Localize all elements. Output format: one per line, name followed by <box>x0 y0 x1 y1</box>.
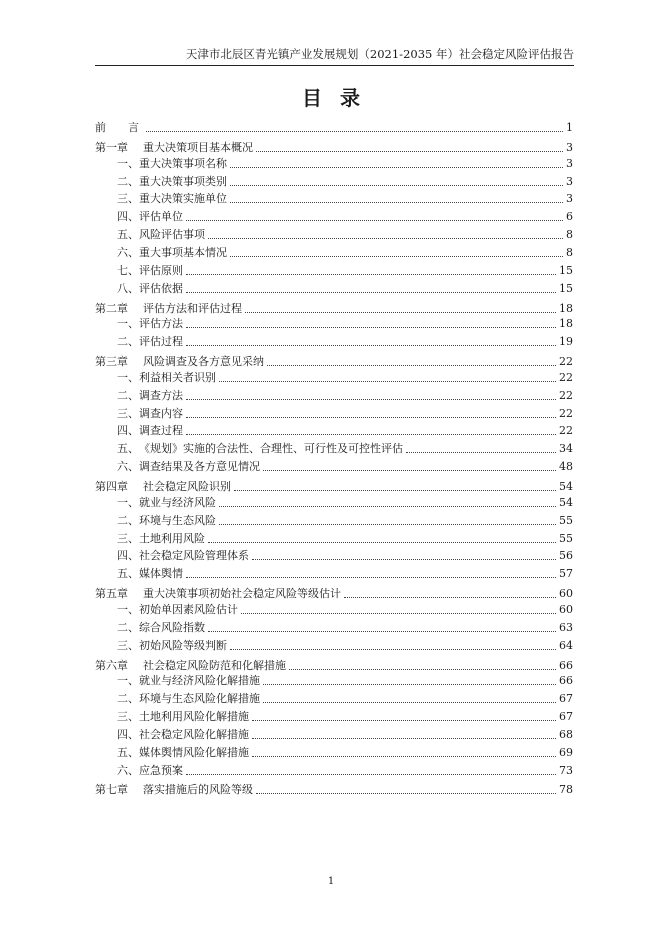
toc-entry-number: 一、 <box>117 317 139 331</box>
toc-entry-label <box>117 210 183 224</box>
toc-leader-dots <box>186 433 556 435</box>
toc-entry-label <box>117 567 183 581</box>
toc-entry-title: 落实措施后的风险等级 <box>143 783 253 797</box>
toc-entry-number: 一、 <box>117 674 139 688</box>
toc-entry-label <box>117 442 403 456</box>
toc-leader-dots <box>186 576 556 578</box>
toc-page-number: 18 <box>559 301 573 315</box>
toc-entry-label <box>117 603 238 617</box>
toc-entry-label <box>117 157 227 171</box>
toc-entry-title: 重大决策事项初始社会稳定风险等级估计 <box>143 587 341 601</box>
toc-section-entry[interactable] <box>117 724 573 742</box>
toc-entry-number: 三、 <box>117 192 139 206</box>
toc-section-entry[interactable] <box>117 242 573 260</box>
toc-page-number: 56 <box>559 549 573 563</box>
toc-page-number: 54 <box>559 480 573 493</box>
toc-entry-label <box>117 192 227 206</box>
toc-entry-label <box>117 710 249 724</box>
toc-entry-title: 初始单因素风险估计 <box>139 602 238 616</box>
toc-page-number: 15 <box>559 263 573 277</box>
toc-section-entry[interactable] <box>117 403 573 421</box>
toc-entry-title: 评估单位 <box>139 210 183 224</box>
toc-page-number: 66 <box>559 674 573 688</box>
toc-page-number: 67 <box>559 710 573 724</box>
toc-entry-number: 四、 <box>117 210 139 224</box>
toc-entry-label <box>117 728 249 742</box>
toc-entry-title: 初始风险等级判断 <box>139 638 227 652</box>
toc-entry-number: 八、 <box>117 281 139 295</box>
toc-leader-dots <box>208 630 556 632</box>
toc-page-number: 78 <box>559 783 573 797</box>
toc-leader-dots <box>234 489 556 491</box>
page-number: 1 <box>327 876 335 887</box>
toc-page-number: 19 <box>559 335 573 349</box>
toc-entry-number: 第六章 <box>95 658 128 672</box>
toc-page-number: 3 <box>566 156 573 170</box>
toc-leader-dots <box>186 291 556 293</box>
toc-section-entry[interactable] <box>117 706 573 724</box>
toc-leader-dots <box>230 184 563 186</box>
toc-entry-title: 评估依据 <box>139 281 183 295</box>
toc-page-number: 73 <box>559 763 573 777</box>
toc-entry-title: 利益相关者识别 <box>139 370 216 384</box>
toc-entry-label <box>117 746 249 760</box>
toc-section-entry[interactable] <box>117 670 573 688</box>
toc-page-number: 54 <box>559 495 573 509</box>
toc-entry-title: 调查结果及各方意见情况 <box>139 460 260 474</box>
toc-page-number: 55 <box>559 513 573 527</box>
toc-entry-title: 环境与生态风险化解措施 <box>139 692 260 706</box>
toc-leader-dots <box>230 648 556 650</box>
toc-leader-dots <box>289 668 556 670</box>
toc-entry-label <box>95 121 143 135</box>
toc-page-number: 66 <box>559 658 573 672</box>
toc-entry-label <box>117 371 216 385</box>
toc-entry-title: 应急预案 <box>139 763 183 777</box>
toc-entry-label <box>117 692 260 706</box>
toc-page-number: 3 <box>566 140 573 154</box>
toc-entry-label <box>117 674 260 688</box>
toc-section-entry[interactable] <box>117 742 573 760</box>
toc-page-number: 67 <box>559 692 573 706</box>
toc-entry-title: 评估原则 <box>139 263 183 277</box>
toc-page-number: 3 <box>566 192 573 206</box>
toc-leader-dots <box>186 219 563 221</box>
toc-entry-title: 风险评估事项 <box>139 228 205 242</box>
toc-entry-number: 四、 <box>117 424 139 438</box>
toc-section-entry[interactable] <box>117 456 573 474</box>
toc-page-number: 15 <box>559 281 573 295</box>
toc-entry-label <box>117 282 183 296</box>
toc-entry-label <box>117 246 227 260</box>
toc-entry-number: 前 言 <box>95 121 139 134</box>
toc-entry-title: 重大事项基本情况 <box>139 245 227 259</box>
toc-entry-number: 二、 <box>117 513 139 527</box>
toc-entry-title: 环境与生态风险 <box>139 513 216 527</box>
toc-leader-dots <box>230 255 563 257</box>
toc-entry-number: 二、 <box>117 174 139 188</box>
toc-entry-number: 三、 <box>117 406 139 420</box>
toc-entry-number: 二、 <box>117 335 139 349</box>
toc-section-entry[interactable] <box>117 206 573 224</box>
toc-entry-title: 社会稳定风险管理体系 <box>139 549 249 563</box>
toc-leader-dots <box>230 201 563 203</box>
toc-page-number: 22 <box>559 424 573 438</box>
toc-entry-label <box>117 496 216 510</box>
toc-leader-dots <box>186 398 556 400</box>
toc-leader-dots <box>406 451 556 453</box>
toc-entry-number: 五、 <box>117 745 139 759</box>
toc-entry-number: 第二章 <box>95 301 128 315</box>
toc-entry-number: 五、 <box>117 228 139 242</box>
toc-section-entry[interactable] <box>117 760 573 778</box>
toc-leader-dots <box>208 237 563 239</box>
toc-page-number: 60 <box>559 587 573 601</box>
toc-entry-number: 第四章 <box>95 480 128 493</box>
toc-section-entry[interactable] <box>117 635 573 653</box>
toc-entry-title: 评估方法 <box>139 317 183 331</box>
toc-leader-dots <box>186 773 556 775</box>
toc-page-number: 18 <box>559 317 573 331</box>
toc-page-number: 22 <box>559 370 573 384</box>
toc-entry-label <box>117 460 260 474</box>
toc-entry-number: 二、 <box>117 388 139 402</box>
toc-section-entry[interactable] <box>117 510 573 528</box>
toc-entry-label <box>117 514 216 528</box>
toc-leader-dots <box>219 380 556 382</box>
toc-entry-label <box>95 783 253 797</box>
toc-entry-number: 第五章 <box>95 587 128 601</box>
toc-entry-number: 三、 <box>117 531 139 545</box>
toc-entry-label <box>117 389 183 403</box>
toc-entry-label <box>117 317 183 331</box>
toc-entry-number: 一、 <box>117 602 139 616</box>
toc-section-entry[interactable] <box>117 153 573 171</box>
toc-entry-number: 一、 <box>117 156 139 170</box>
toc-entry-label <box>117 228 205 242</box>
toc-leader-dots <box>186 326 556 328</box>
toc-section-entry[interactable] <box>117 385 573 403</box>
toc-entry-title: 风险调查及各方意见采纳 <box>143 355 264 369</box>
toc-leader-dots <box>344 596 556 598</box>
toc-entry-number: 第一章 <box>95 140 128 154</box>
toc-page-number: 22 <box>559 406 573 420</box>
toc-page-number: 22 <box>559 355 573 369</box>
toc-page-number: 1 <box>566 121 573 134</box>
toc-section-entry[interactable] <box>117 438 573 456</box>
toc-entry-title: 重大决策实施单位 <box>139 192 227 206</box>
toc-leader-dots <box>219 523 556 525</box>
toc-entry-title: 重大决策事项名称 <box>139 156 227 170</box>
toc-entry-number: 二、 <box>117 692 139 706</box>
toc-entry-number: 一、 <box>117 370 139 384</box>
toc-page-number: 8 <box>566 245 573 259</box>
toc-section-entry[interactable] <box>117 563 573 581</box>
toc-entry-number: 三、 <box>117 638 139 652</box>
toc-leader-dots <box>263 469 556 471</box>
toc-section-entry[interactable] <box>117 260 573 278</box>
toc-leader-dots <box>186 416 556 418</box>
toc-entry-title: 媒体舆情 <box>139 567 183 581</box>
toc-entry-title: 调查过程 <box>139 424 183 438</box>
toc-entry-number: 六、 <box>117 245 139 259</box>
toc-entry-label <box>117 424 183 438</box>
toc-section-entry[interactable] <box>117 171 573 189</box>
toc-leader-dots <box>252 755 556 757</box>
toc-section-entry[interactable] <box>117 599 573 617</box>
toc-leader-dots <box>230 166 563 168</box>
toc-entry-label <box>117 532 205 546</box>
toc-entry-label <box>117 335 183 349</box>
toc-page-number: 6 <box>566 210 573 224</box>
toc-leader-dots <box>219 505 556 507</box>
toc-entry-number: 七、 <box>117 263 139 277</box>
toc-section-entry[interactable] <box>117 313 573 331</box>
toc-section-entry[interactable] <box>117 545 573 563</box>
toc-page-number: 22 <box>559 388 573 402</box>
toc-entry-label <box>117 175 227 189</box>
toc-entry-title: 就业与经济风险 <box>139 495 216 509</box>
toc-entry-title: 评估过程 <box>139 335 183 349</box>
running-header: 天津市北辰区青光镇产业发展规划（2021-2035 年）社会稳定风险评估报告 <box>185 47 574 61</box>
toc-chapter-entry[interactable] <box>95 117 573 135</box>
toc-leader-dots <box>186 273 556 275</box>
toc-entry-number: 四、 <box>117 549 139 563</box>
toc-page-number: 48 <box>559 460 573 474</box>
toc-section-entry[interactable] <box>117 420 573 438</box>
toc-entry-title: 土地利用风险化解措施 <box>139 710 249 724</box>
toc-entry-title: 社会稳定风险防范和化解措施 <box>143 658 286 672</box>
toc-entry-number: 六、 <box>117 460 139 474</box>
toc-entry-title: 调查方法 <box>139 388 183 402</box>
toc-leader-dots <box>263 701 556 703</box>
header-rule <box>95 65 574 66</box>
toc-entry-label <box>117 639 227 653</box>
toc-leader-dots <box>208 541 556 543</box>
toc-page-number: 60 <box>559 602 573 616</box>
toc-section-entry[interactable] <box>117 688 573 706</box>
toc-entry-number: 四、 <box>117 727 139 741</box>
toc-entry-number: 六、 <box>117 763 139 777</box>
toc-leader-dots <box>263 683 556 685</box>
toc-section-entry[interactable] <box>117 224 573 242</box>
toc-leader-dots <box>252 719 556 721</box>
toc-entry-label <box>117 407 183 421</box>
toc-entry-number: 五、 <box>117 442 139 456</box>
toc-leader-dots <box>146 130 563 132</box>
toc-entry-title: 社会稳定风险识别 <box>143 480 231 493</box>
toc-entry-number: 二、 <box>117 620 139 634</box>
page-title: 目录 <box>302 86 378 110</box>
toc-entry-number: 一、 <box>117 495 139 509</box>
toc-section-entry[interactable] <box>117 528 573 546</box>
toc-entry-title: 社会稳定风险化解措施 <box>139 727 249 741</box>
toc-entry-title: 土地利用风险 <box>139 531 205 545</box>
toc-entry-title: 重大决策事项类别 <box>139 174 227 188</box>
toc-entry-number: 第三章 <box>95 355 128 369</box>
toc-entry-number: 三、 <box>117 710 139 724</box>
toc-page-number: 63 <box>559 620 573 634</box>
toc-entry-label <box>117 549 249 563</box>
toc-section-entry[interactable] <box>117 188 573 206</box>
toc-section-entry[interactable] <box>117 278 573 296</box>
toc-leader-dots <box>256 792 556 794</box>
toc-leader-dots <box>252 737 556 739</box>
toc-page-number: 8 <box>566 228 573 242</box>
toc-entry-label <box>117 764 183 778</box>
toc-leader-dots <box>186 344 556 346</box>
toc-leader-dots <box>267 364 556 366</box>
toc-page-number: 57 <box>559 567 573 581</box>
toc-entry-label <box>117 264 183 278</box>
toc-page-number: 55 <box>559 531 573 545</box>
toc-entry-number: 五、 <box>117 567 139 581</box>
toc-section-entry[interactable] <box>117 367 573 385</box>
toc-entry-title: 评估方法和评估过程 <box>143 301 242 315</box>
toc-section-entry[interactable] <box>117 492 573 510</box>
toc-page-number: 34 <box>559 442 573 456</box>
toc-entry-title: 就业与经济风险化解措施 <box>139 674 260 688</box>
toc-leader-dots <box>241 612 556 614</box>
toc-entry-number: 第七章 <box>95 783 128 797</box>
toc-entry-label <box>117 621 205 635</box>
toc-page-number: 68 <box>559 727 573 741</box>
toc-page-number: 3 <box>566 174 573 188</box>
toc-entry-title: 重大决策项目基本概况 <box>143 140 253 154</box>
toc-page-number: 64 <box>559 638 573 652</box>
toc-section-entry[interactable] <box>117 617 573 635</box>
toc-leader-dots <box>245 311 556 313</box>
toc-section-entry[interactable] <box>117 331 573 349</box>
toc-page-number: 69 <box>559 745 573 759</box>
toc-entry-title: 媒体舆情风险化解措施 <box>139 745 249 759</box>
toc-entry-title: 综合风险指数 <box>139 620 205 634</box>
toc-entry-title: 《规划》实施的合法性、合理性、可行性及可控性评估 <box>139 442 403 456</box>
toc-chapter-entry[interactable] <box>95 779 573 797</box>
toc-leader-dots <box>256 150 563 152</box>
toc-leader-dots <box>252 558 556 560</box>
toc-entry-title: 调查内容 <box>139 406 183 420</box>
